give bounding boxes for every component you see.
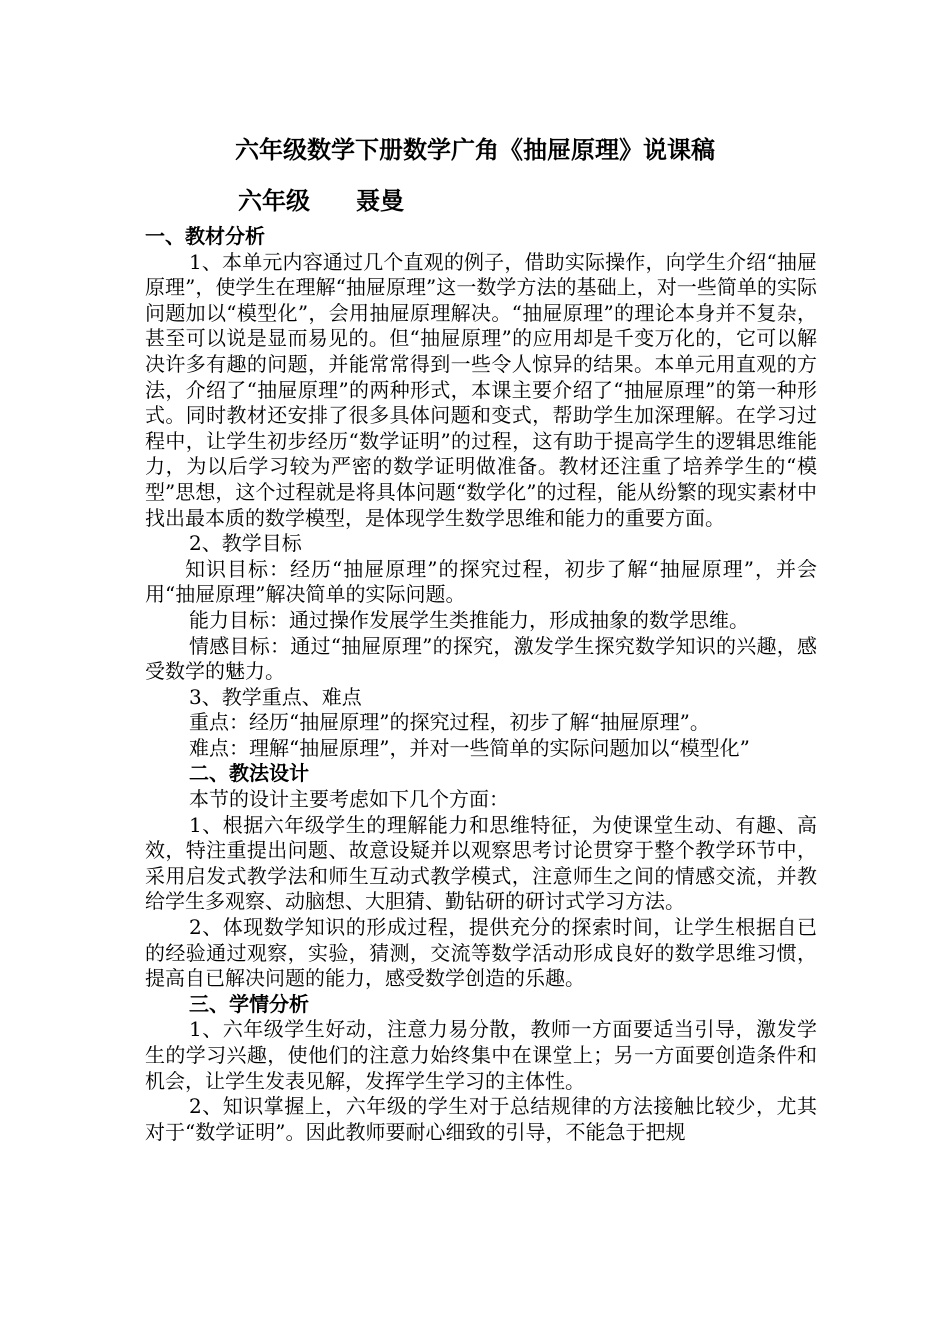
document-body	[145, 224, 817, 1145]
paragraph-ability-goal: 能力目标：通过操作发展学生类推能力，形成抽象的数学思维。	[189, 607, 749, 632]
paragraph-method-intro: 本节的设计主要考虑如下几个方面：	[189, 787, 509, 812]
section-heading-method: 二、教法设计	[189, 761, 309, 786]
paragraph-students-2: 2、知识掌握上，六年级的学生对于总结规律的方法接触比较少，尤其对于“数学证明”。因此教师要耐心细致的引导，不能急于把规	[145, 1094, 817, 1144]
paragraph-emotion-goal: 情感目标：通过“抽屉原理”的探究，激发学生探究数学知识的兴趣，感受数学的魅力。	[145, 633, 817, 684]
paragraph-key-point: 重点：经历“抽屉原理”的探究过程，初步了解“抽屉原理”。	[189, 710, 710, 735]
section-heading-students: 三、学情分析	[189, 991, 309, 1016]
author-name: 聂曼	[356, 187, 404, 215]
paragraph-students-1: 1、六年级学生好动，注意力易分散，教师一方面要适当引导，激发学生的学习兴趣，使他们的注意力始终集中在课堂上；另一方面要创造条件和机会，让学生发表见解，发挥学生学习的主体性。	[145, 1017, 817, 1093]
section-heading-materials: 一、教材分析	[145, 224, 265, 248]
paragraph-method-2: 2、体现数学知识的形成过程，提供充分的探索时间，让学生根据自已的经验通过观察，实验，猜测，交流等数学活动形成良好的数学思维习惯，提高自已解决问题的能力，感受数学创造的乐趣。	[145, 915, 817, 991]
paragraph-materials-intro: 1、本单元内容通过几个直观的例子，借助实际操作，向学生介绍“抽屉原理”，使学生在理解“抽屉原理”这一数学方法的基础上，对一些简单的实际问题加以“模型化”，会用抽屉原理解决。“抽屉原理”的理论本身并不复杂，甚至可以说是显而易见的。但“抽屉原理”的应用却是千变万化的，它可以解决许多有趣的问题，并能常常得到一些令人惊异的结果。本单元用直观的方法，介绍了“抽屉原理”的两种形式，本课主要介绍了“抽屉原理”的第一种形式。同时教材还安排了很多具体问题和变式，帮助学生加深理解。在学习过程中，让学生初步经历“数学证明”的过程，这有助于提高学生的逻辑思维能力，为以后学习较为严密的数学证明做准备。教材还注重了培养学生的“模型”思想，这个过程就是将具体问题“数学化”的过程，能从纷繁的现实素材中找出最本质的数学模型，是体现学生数学思维和能力的重要方面。	[145, 249, 817, 530]
paragraph-knowledge-goal: 知识目标：经历“抽屉原理”的探究过程，初步了解“抽屉原理”，并会用“抽屉原理”解决简单的实际问题。	[145, 556, 817, 607]
document-title: 六年级数学下册数学广角《抽屉原理》说课稿	[235, 136, 715, 164]
author-grade: 六年级	[238, 187, 310, 215]
subheading-teaching-goals: 2、教学目标	[189, 531, 302, 556]
paragraph-method-1: 1、根据六年级学生的理解能力和思维特征，为使课堂生动、有趣、高效，特注重提出问题、故意设疑并以观察思考讨论贯穿于整个教学环节中，采用启发式教学法和师生互动式教学模式，注意师生之间的情感交流，并教给学生多观察、动脑想、大胆猜、勤钻研的研讨式学习方法。	[145, 812, 817, 914]
subheading-key-points: 3、教学重点、难点	[189, 684, 362, 709]
author-line	[238, 183, 404, 219]
paragraph-difficult-point: 难点：理解“抽屉原理”，并对一些简单的实际问题加以“模型化”	[189, 735, 750, 760]
